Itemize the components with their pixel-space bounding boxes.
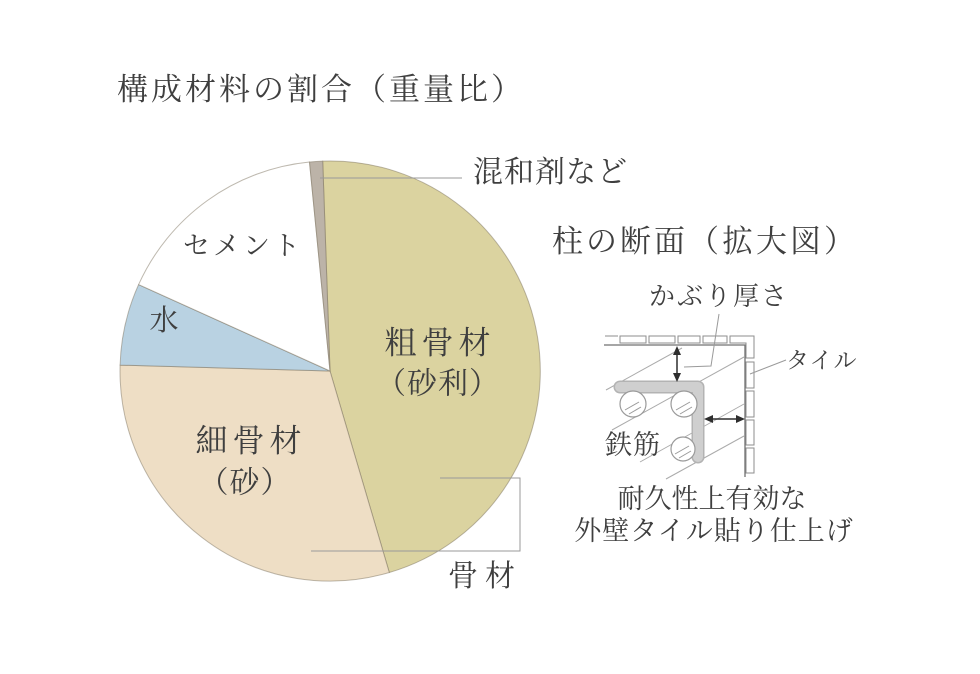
diagram-caption-line2: 外壁タイル貼り仕上げ bbox=[574, 516, 854, 546]
diagram-caption-line1: 耐久性上有効な bbox=[617, 484, 807, 514]
diagram-heading: 柱の断面（拡大図） bbox=[552, 224, 858, 259]
arrowhead-right bbox=[736, 415, 745, 423]
arrowhead-left bbox=[704, 415, 713, 423]
pie-label-coarse-aggregate-sub: （砂利） bbox=[376, 367, 500, 401]
rebar-circle bbox=[620, 391, 646, 417]
pie-label-water: 水 bbox=[149, 305, 179, 338]
tile bbox=[746, 362, 754, 388]
arrowhead-up bbox=[673, 346, 681, 355]
tile bbox=[746, 420, 754, 445]
pie-label-fine-aggregate-sub: （砂） bbox=[198, 466, 292, 500]
aggregate-bracket-label: 骨材 bbox=[448, 560, 522, 593]
pie-label-coarse-aggregate: 粗骨材 bbox=[384, 324, 496, 361]
tile bbox=[746, 391, 754, 417]
rebar-circle bbox=[671, 391, 697, 417]
pie-label-additive: 混和剤など bbox=[473, 156, 628, 189]
tile bbox=[620, 336, 646, 343]
pie-label-cement: セメント bbox=[183, 231, 303, 262]
tile bbox=[649, 336, 675, 343]
diagram-label-tile: タイル bbox=[786, 348, 858, 373]
tile-column-right bbox=[746, 362, 754, 473]
tile-leader-line bbox=[750, 360, 786, 374]
tile bbox=[678, 336, 700, 343]
diagram-label-rebar: 鉄筋 bbox=[605, 430, 661, 460]
diagram-label-cover: かぶり厚さ bbox=[649, 282, 790, 311]
corner-tile bbox=[730, 336, 754, 358]
tile bbox=[746, 448, 754, 473]
chart-title: 構成材料の割合（重量比） bbox=[117, 72, 525, 107]
pie-label-fine-aggregate: 細骨材 bbox=[195, 422, 307, 459]
